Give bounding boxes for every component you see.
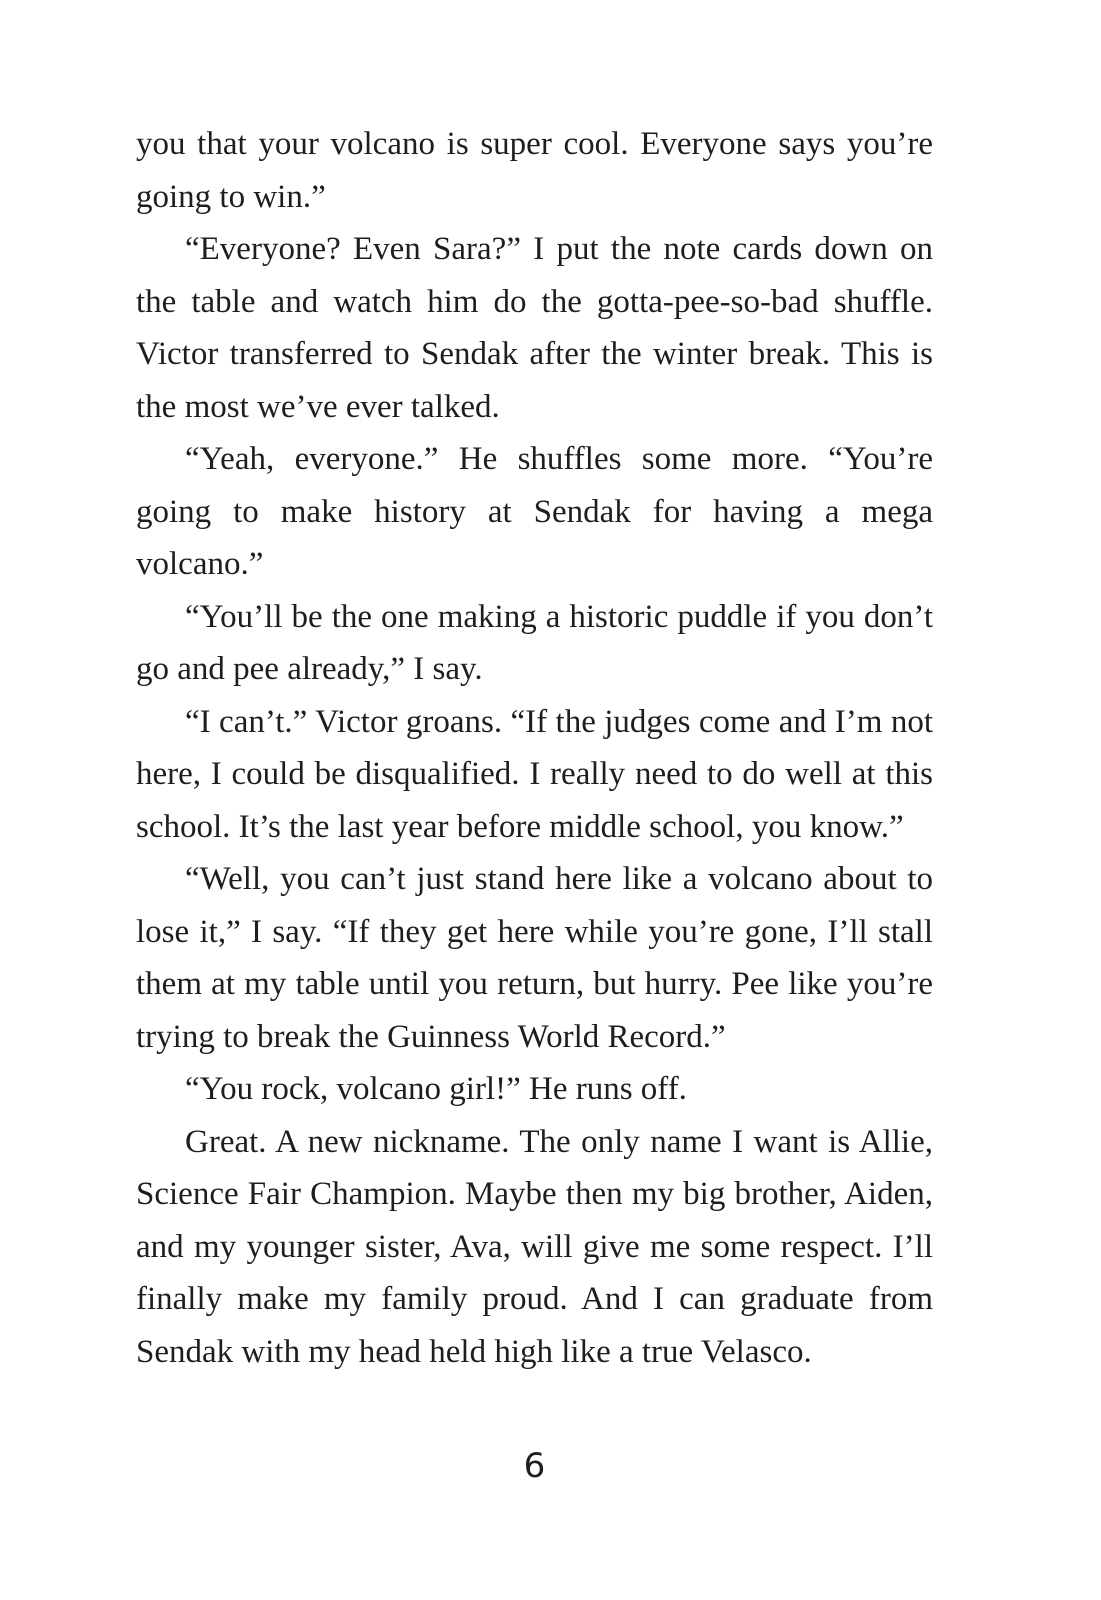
paragraph: “Everyone? Even Sara?” I put the note cards down on the table and watch him do the gotta-pee-so-bad shuffle. Victor transferred to Sendak after the winter break. This is the most we’ve ever talked.: [136, 231, 933, 425]
paragraph-continuation: you that your volcano is super cool. Everyone says you’re going to win.”: [136, 126, 933, 215]
paragraph: “You’ll be the one making a historic puddle if you don’t go and pee already,” I say.: [136, 598, 933, 687]
body-text: [136, 118, 933, 1378]
paragraph: “Yeah, everyone.” He shuffles some more. “You’re going to make history at Sendak for having a mega volcano.”: [136, 441, 933, 582]
paragraph: “You rock, volcano girl!” He runs off.: [185, 1071, 687, 1107]
page-number: 6: [523, 1446, 546, 1486]
paragraph: Great. A new nickname. The only name I want is Allie, Science Fair Champion. Maybe then my big brother, Aiden, and my younger sister, Ava, will give me some respect. I’ll finally make my family proud. And I can graduate from Sendak with my head held high like a true Velasco.: [136, 1123, 933, 1370]
paragraph: “I can’t.” Victor groans. “If the judges come and I’m not here, I could be disqualified. I really need to do well at this school. It’s the last year before middle school, you know.”: [136, 703, 933, 845]
paragraph: “Well, you can’t just stand here like a volcano about to lose it,” I say. “If they get here while you’re gone, I’ll stall them at my table until you return, but hurry. Pee like you’re trying to break the Guinness World Record.”: [136, 861, 933, 1055]
